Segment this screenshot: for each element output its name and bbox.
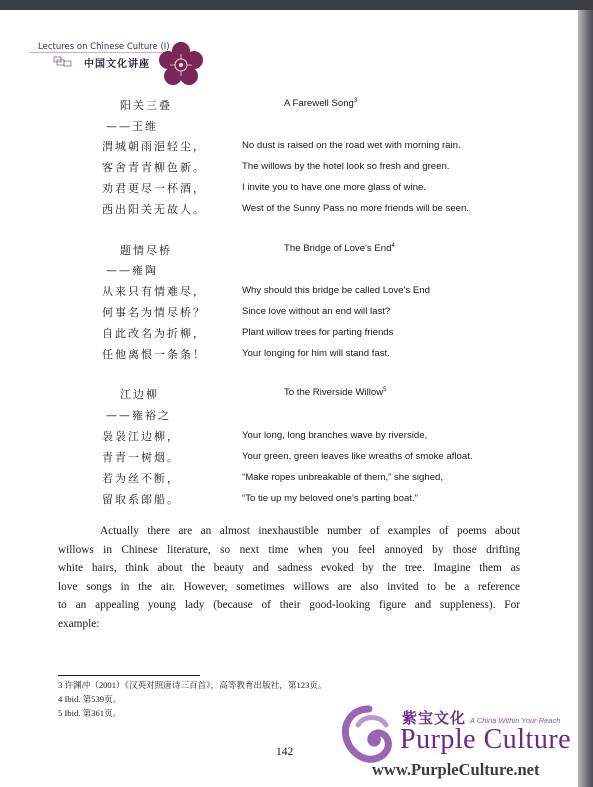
poem-3-line-4-cn: 留取系郎船。 (102, 493, 180, 506)
poem-2-line-1-en: Why should this bridge be called Love's End (242, 285, 430, 296)
poem-3-line-3-cn: 若为丝不断， (102, 472, 180, 485)
watermark-brand-en: Purple Culture (400, 724, 572, 755)
poem-3-line-3-en: “Make ropes unbreakable of them,” she sighed, (242, 472, 444, 483)
poem-2-line-2-en: Since love without an end will last? (242, 306, 391, 317)
series-title-cn: 中国文化讲座 (84, 59, 150, 70)
poem-1-title-en: A Farewell Song$^3$ (284, 98, 358, 109)
page-edge-shadow (578, 10, 593, 787)
poem-1-title-cn: 阳关三叠 (120, 99, 172, 112)
poem-1-line-2-cn: 客舍青青柳色新。 (102, 161, 206, 174)
poem-3-line-2-cn: 青青一树烟。 (102, 451, 180, 464)
poem-3-line-1-en: Your long, long branches wave by riverside, (242, 430, 428, 441)
footnote-4: 4 Ibid. 第539页。 (58, 694, 122, 704)
paragraph-line: example: (58, 617, 100, 630)
poem-1-line-4-en: West of the Sunny Pass no more friends will be seen. (242, 203, 469, 214)
watermark-url: www.PurpleCulture.net (372, 760, 540, 779)
paragraph-line: love songs in the air. However, sometimes willows are also invited to be a reference (58, 580, 520, 593)
paragraph-line: willows in Chinese literature, so next time when you feel annoyed by those drifting (58, 543, 520, 556)
poem-1-line-4-cn: 西出阳关无故人。 (102, 203, 206, 216)
paragraph-line: Actually there are an almost inexhaustible number of examples of poems about (100, 525, 520, 537)
poem-2-line-2-cn: 何事名为情尽桥？ (102, 306, 206, 319)
poem-2-line-3-en: Plant willow trees for parting friends (242, 327, 394, 338)
flower-logo-icon (158, 42, 204, 88)
header-rule (30, 52, 162, 53)
body-paragraph (58, 522, 520, 634)
poem-2-line-1-cn: 从来只有情难尽， (102, 285, 206, 298)
paragraph-line: to an appealing young lady (because of their good-looking figure and suppleness). For (58, 599, 520, 612)
poem-1-line-3-cn: 劝君更尽一杯酒， (102, 182, 206, 195)
page-number: 142 (276, 746, 294, 758)
poem-3-title-cn: 江边柳 (120, 388, 159, 401)
watermark-tagline: A China Within Your Reach (470, 716, 561, 725)
poem-2-line-4-cn: 任他离恨一条条！ (102, 348, 206, 361)
poem-3-title-en: To the Riverside Willow$^5$ (284, 387, 387, 398)
poem-1-author-cn: ——王维 (106, 120, 158, 133)
cube-icon (53, 56, 73, 70)
poem-2-author-cn: ——雍陶 (106, 264, 158, 277)
poem-1-line-1-cn: 渭城朝雨浥轻尘， (102, 140, 206, 153)
poem-3-author-cn: ——雍裕之 (106, 409, 171, 422)
poem-3-line-2-en: Your green, green leaves like wreaths of smoke afloat. (242, 451, 473, 462)
poem-1-line-2-en: The willows by the hotel look so fresh and green. (242, 161, 450, 172)
purple-culture-logo-icon (340, 705, 398, 765)
poem-2-line-3-cn: 自此改名为折柳， (102, 327, 206, 340)
poem-2-title-cn: 题情尽桥 (120, 244, 172, 257)
poem-1-line-3-en: I invite you to have one more glass of wine. (242, 182, 426, 193)
book-page (0, 10, 578, 787)
paragraph-line: white hairs, think about the beauty and sadness evoked by the tree. Imagine them as (58, 562, 520, 575)
poem-2-title-en: The Bridge of Love's End$^4$ (284, 243, 395, 254)
poem-3-line-1-cn: 袅袅江边柳， (102, 430, 180, 443)
watermark-brand-cn: 紫宝文化 (402, 709, 467, 727)
footnote-5: 5 Ibid. 第361页。 (58, 708, 122, 718)
footnote-rule (58, 675, 200, 676)
poem-1-line-1-en: No dust is raised on the road wet with morning rain. (242, 140, 461, 151)
footnote-3: 3 许渊冲（2001）《汉英对照唐诗三百首》，高等教育出版社，第123页。 (58, 680, 327, 690)
poem-3-line-4-en: “To tie up my beloved one’s parting boat.” (242, 493, 418, 504)
poem-2-line-4-en: Your longing for him will stand fast. (242, 348, 390, 359)
series-title-en: Lectures on Chinese Culture (I) (38, 42, 170, 52)
viewer-top-bar (0, 0, 593, 10)
